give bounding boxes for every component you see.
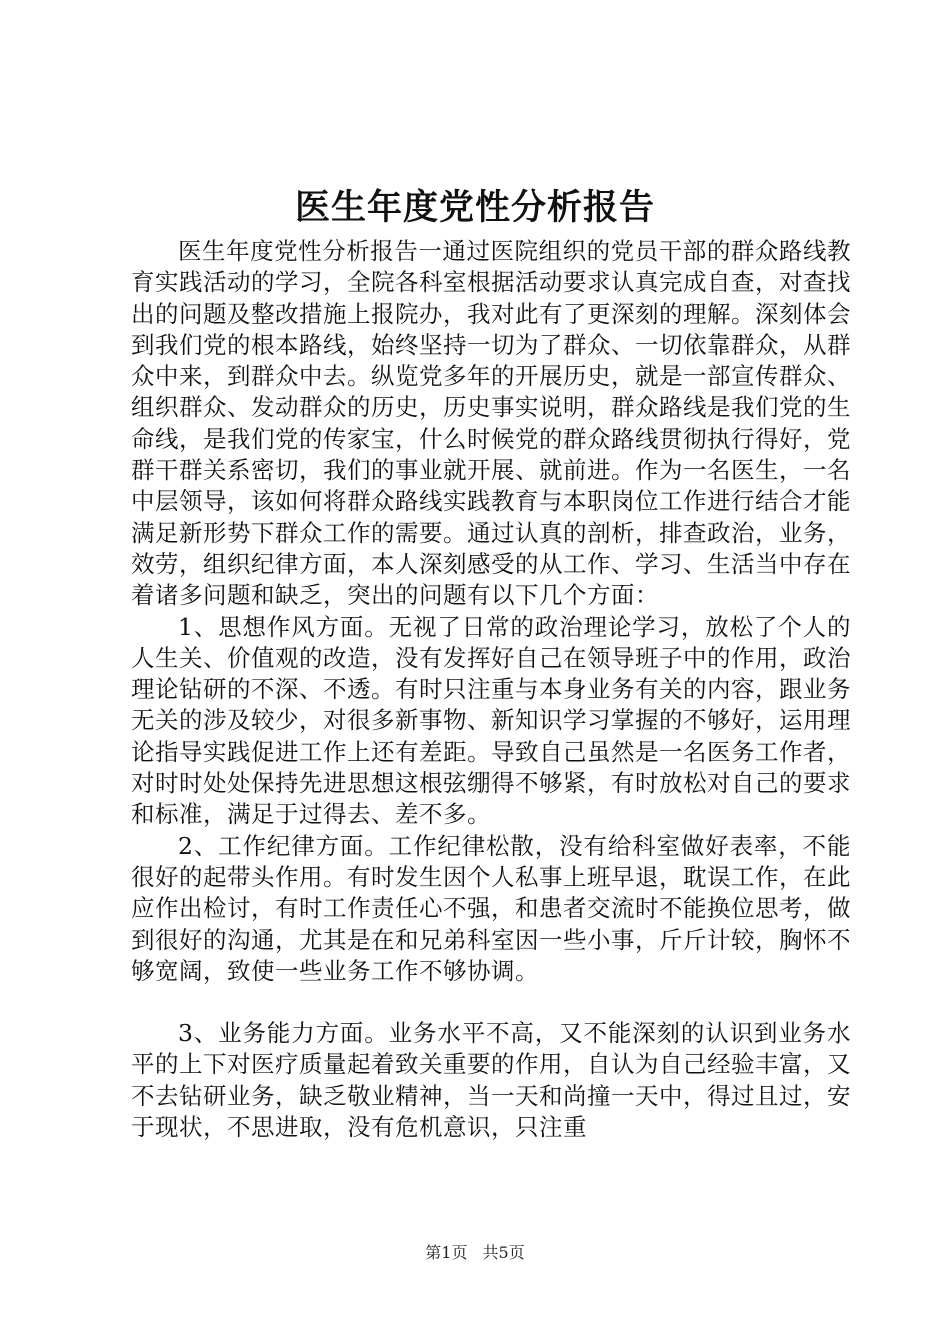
paragraph-intro: 医生年度党性分析报告一通过医院组织的党员干部的群众路线教育实践活动的学习，全院各科室根据活动要求认真完成自查，对查找出的问题及整改措施上报院办，我对此有了更深刻的理解。深刻体会到我们党的根本路线，始终坚持一切为了群众、一切依靠群众，从群众中来，到群众中去。纵览党多年的开展历史，就是一部宣传群众、组织群众、发动群众的历史，历史事实说明，群众路线是我们党的生命线，是我们党的传家宝，什么时候党的群众路线贯彻执行得好，党群干群关系密切，我们的事业就开展、就前进。作为一名医生，一名中层领导，该如何将群众路线实践教育与本职岗位工作进行结合才能满足新形势下群众工作的需要。通过认真的剖析，排查政治，业务，效劳，组织纪律方面，本人深刻感受的从工作、学习、生活当中存在着诸多问题和缺乏，突出的问题有以下几个方面： — [131, 237, 851, 610]
page-footer — [0, 1241, 950, 1265]
paragraph-point-2: 2、工作纪律方面。工作纪律松散，没有给科室做好表率，不能很好的起带头作用。有时发生因个人私事上班早退，耽误工作，在此应作出检讨，有时工作责任心不强，和患者交流时不能换位思考，做到很好的沟通，尤其是在和兄弟科室因一些小事，斤斤计较，胸怀不够宽阔，致使一些业务工作不够协调。 — [131, 831, 851, 985]
paragraph-point-1: 1、思想作风方面。无视了日常的政治理论学习，放松了个人的人生关、价值观的改造，没有发挥好自己在领导班子中的作用，政治理论钻研的不深、不透。有时只注重与本身业务有关的内容，跟业务无关的涉及较少，对很多新事物、新知识学习掌握的不够好，运用理论指导实践促进工作上还有差距。导致自己虽然是一名医务工作者，对时时处处保持先进思想这根弦绷得不够紧，有时放松对自己的要求和标准，满足于过得去、差不多。 — [131, 612, 851, 829]
document-title: 医生年度党性分析报告 — [294, 187, 655, 228]
page-number: 第1页 — [425, 1243, 468, 1262]
page-total: 共5页 — [482, 1243, 525, 1262]
paragraph-point-3: 3、业务能力方面。业务水平不高，又不能深刻的认识到业务水平的上下对医疗质量起着致关重要的作用，自认为自己经验丰富，又不去钻研业务，缺乏敬业精神，当一天和尚撞一天中，得过且过，安于现状，不思进取，没有危机意识，只注重 — [131, 1019, 851, 1142]
document-body — [131, 236, 851, 1143]
